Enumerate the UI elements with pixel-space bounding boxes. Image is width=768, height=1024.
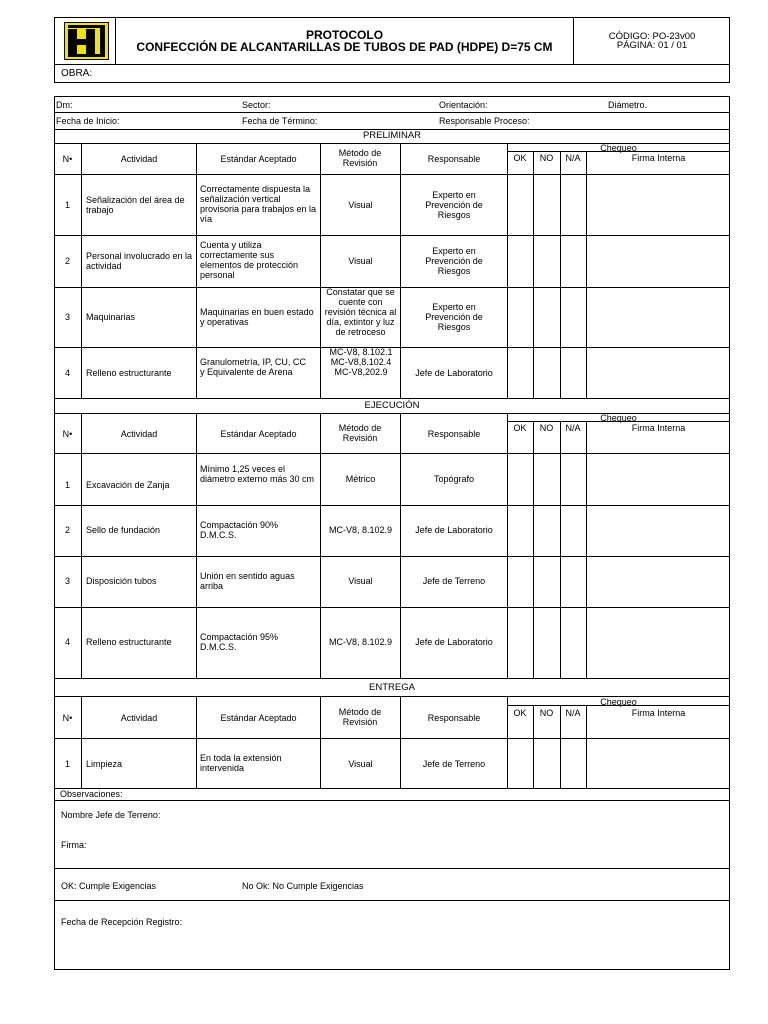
- row-num: 3: [64, 312, 70, 322]
- row-responsable: Topógrafo: [433, 474, 475, 484]
- obra-label: OBRA:: [61, 68, 93, 79]
- row-actividad: Relleno estructurante: [86, 368, 172, 378]
- document-title: PROTOCOLO: [305, 28, 384, 42]
- section-title-preliminar: PRELIMINAR: [362, 130, 422, 141]
- row-metodo: Visual: [348, 256, 373, 266]
- row-responsable: Experto en Prevención de Riesgos: [425, 246, 483, 276]
- col-chequeo: Chequeo: [600, 143, 637, 153]
- page-number: PÁGINA: 01 / 01: [616, 40, 688, 51]
- section-title-entrega: ENTREGA: [369, 682, 415, 693]
- col-ok: OK: [513, 423, 527, 433]
- row-estandar: Maquinarias en buen estado y operativas: [200, 307, 314, 327]
- row-metodo: MC-V8, 8.102.9: [328, 525, 393, 535]
- row-num: 2: [64, 256, 70, 266]
- row-estandar: Granulometría, IP, CU, CC y Equivalente de Arena: [200, 357, 306, 377]
- row-num: 2: [64, 525, 70, 535]
- row-metodo: MC-V8, 8.102.1 MC-V8,8.102.4 MC-V8,202.9: [329, 347, 393, 377]
- col-actividad: Actividad: [120, 154, 158, 164]
- fecha-inicio-field[interactable]: Fecha de Inicio:: [56, 116, 120, 126]
- row-estandar: Compactación 90% D.M.C.S.: [200, 520, 279, 540]
- row-estandar: Unión en sentido aguas arriba: [200, 571, 295, 591]
- responsable-proceso-field[interactable]: Responsable Proceso:: [439, 116, 530, 126]
- diametro-field[interactable]: Diámetro.: [608, 100, 648, 110]
- orientacion-field[interactable]: Orientación:: [439, 100, 488, 110]
- row-metodo: Constatar que se cuente con revisión técnica al día, extintor y luz de retroceso: [324, 287, 397, 337]
- row-actividad: Limpieza: [86, 759, 123, 769]
- col-estandar: Estándar Aceptado: [220, 713, 297, 723]
- col-responsable: Responsable: [427, 429, 481, 439]
- section-title-ejecucion: EJECUCIÓN: [364, 400, 420, 411]
- row-num: 1: [64, 480, 70, 490]
- row-estandar: Compactación 95% D.M.C.S.: [200, 632, 279, 652]
- row-num: 3: [64, 576, 70, 586]
- row-responsable: Experto en Prevención de Riesgos: [425, 190, 483, 220]
- col-actividad: Actividad: [120, 713, 158, 723]
- col-na: N/A: [565, 708, 581, 718]
- col-estandar: Estándar Aceptado: [220, 429, 297, 439]
- no-ok-legend: No Ok: No Cumple Exigencias: [242, 881, 364, 891]
- nombre-jefe-label[interactable]: Nombre Jefe de Terreno:: [61, 810, 161, 820]
- document-subtitle: CONFECCIÓN DE ALCANTARILLAS DE TUBOS DE PAD (HDPE) D=75 CM: [136, 40, 553, 54]
- row-responsable: Jefe de Terreno: [422, 576, 486, 586]
- row-estandar: Correctamente dispuesta la señalización vertical provisoria para trabajos en la vía: [200, 184, 317, 224]
- dm-field[interactable]: Dm:: [56, 100, 73, 110]
- col-no: NO: [539, 153, 554, 163]
- col-responsable: Responsable: [427, 154, 481, 164]
- observaciones-label[interactable]: Observaciones:: [60, 789, 123, 799]
- row-estandar: Mínimo 1,25 veces el diámetro externo más 30 cm: [200, 464, 315, 484]
- company-logo: [64, 22, 109, 60]
- row-metodo: Métrico: [345, 474, 376, 484]
- sector-field[interactable]: Sector:: [242, 100, 271, 110]
- row-responsable: Jefe de Laboratorio: [415, 525, 493, 535]
- col-firma: Firma Interna: [631, 708, 686, 718]
- row-responsable: Jefe de Terreno: [422, 759, 486, 769]
- row-actividad: Maquinarias: [86, 312, 136, 322]
- col-metodo: Método de Revisión: [338, 423, 382, 443]
- row-actividad: Sello de fundación: [86, 525, 161, 535]
- col-chequeo: Chequeo: [600, 413, 637, 423]
- col-firma: Firma Interna: [631, 153, 686, 163]
- col-no: NO: [539, 708, 554, 718]
- row-actividad: Personal involucrado en la actividad: [86, 251, 193, 271]
- row-responsable: Jefe de Laboratorio: [415, 637, 493, 647]
- row-num: 1: [64, 200, 70, 210]
- col-chequeo: Chequeo: [600, 697, 637, 707]
- fecha-recepcion-label[interactable]: Fecha de Recepción Registro:: [61, 917, 183, 927]
- col-ok: OK: [513, 708, 527, 718]
- col-num: N•: [62, 154, 73, 164]
- col-num: N•: [62, 713, 73, 723]
- col-responsable: Responsable: [427, 713, 481, 723]
- row-num: 4: [64, 368, 70, 378]
- row-num: 4: [64, 637, 70, 647]
- row-actividad: Relleno estructurante: [86, 637, 172, 647]
- firma-label[interactable]: Firma:: [61, 840, 87, 850]
- obra-row: [54, 64, 730, 83]
- fecha-termino-field[interactable]: Fecha de Término:: [242, 116, 318, 126]
- row-metodo: Visual: [348, 759, 373, 769]
- col-estandar: Estándar Aceptado: [220, 154, 297, 164]
- row-num: 1: [64, 759, 70, 769]
- row-metodo: Visual: [348, 200, 373, 210]
- col-na: N/A: [565, 423, 581, 433]
- row-metodo: Visual: [348, 576, 373, 586]
- col-num: N•: [62, 429, 73, 439]
- row-estandar: En toda la extensión intervenida: [200, 753, 282, 773]
- row-actividad: Señalización del área de trabajo: [86, 195, 185, 215]
- col-actividad: Actividad: [120, 429, 158, 439]
- row-estandar: Cuenta y utiliza correctamente sus elementos de protección personal: [200, 240, 299, 280]
- col-metodo: Método de Revisión: [338, 707, 382, 727]
- row-responsable: Jefe de Laboratorio: [415, 368, 493, 378]
- col-metodo: Método de Revisión: [338, 148, 382, 168]
- col-no: NO: [539, 423, 554, 433]
- col-firma: Firma Interna: [631, 423, 686, 433]
- col-na: N/A: [565, 153, 581, 163]
- document-code: CÓDIGO: PO-23v00: [608, 31, 696, 42]
- col-ok: OK: [513, 153, 527, 163]
- row-actividad: Disposición tubos: [86, 576, 157, 586]
- row-actividad: Excavación de Zanja: [86, 480, 170, 490]
- row-metodo: MC-V8, 8.102.9: [328, 637, 393, 647]
- ok-cumple-legend: OK: Cumple Exigencias: [61, 881, 157, 891]
- row-responsable: Experto en Prevención de Riesgos: [425, 302, 483, 332]
